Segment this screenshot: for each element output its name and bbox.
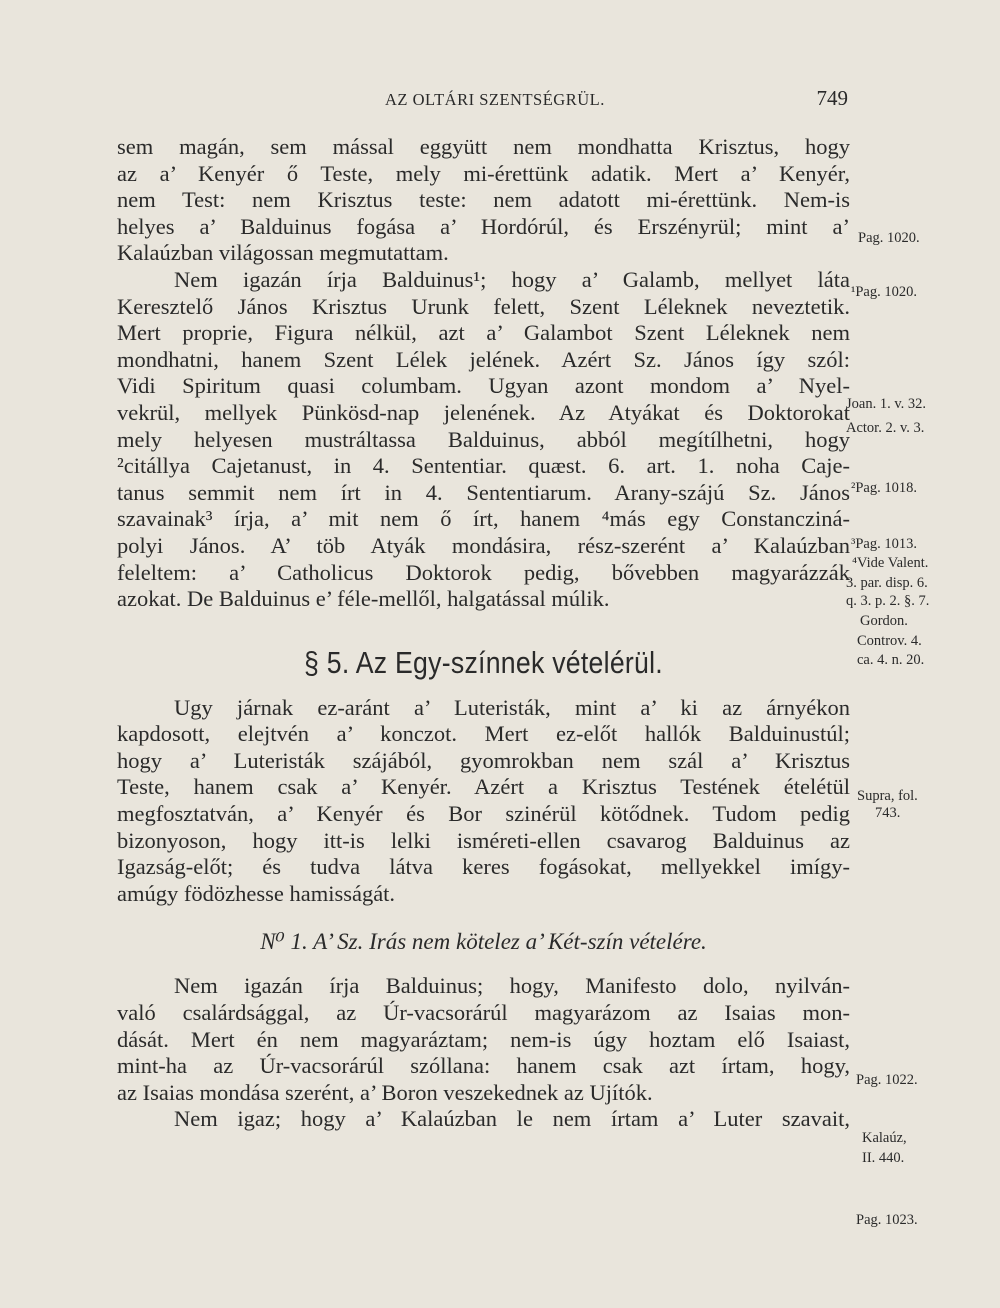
page-number: 749: [816, 86, 848, 110]
text-line: Nem igazán írja Balduinus¹; hogy a’ Galamb, mellyet láta: [174, 266, 850, 292]
margin-note: ⁴Vide Valent.: [852, 555, 929, 571]
section-heading: § 5. Az Egy-színnek vételérül.: [304, 644, 663, 680]
subsection-heading: N⁰ 1. A’ Sz. Irás nem kötelez a’ Két-szín vételére.: [260, 929, 707, 955]
text-line: mondhatni, hanem Szent Lélek jelének. Azért Sz. János így szól:: [117, 346, 850, 372]
text-line: az Isaias mondása szerént, a’ Boron veszekednek az Ujítók.: [117, 1079, 653, 1105]
main-text: [117, 134, 850, 1133]
margin-note: Pag. 1023.: [856, 1212, 918, 1228]
text-line: dását. Mert én nem magyaráztam; nem-is úgy hoztam elő Isaiast,: [117, 1026, 850, 1052]
text-line: hogy a’ Luteristák szájából, gyomrokban nem szál a’ Krisztus: [117, 747, 850, 773]
margin-note: II. 440.: [862, 1150, 905, 1166]
running-head: AZ OLTÁRI SZENTSÉGRÜL.: [385, 90, 605, 109]
text-line: megfosztatván, a’ Kenyér és Bor szinérül kötődnek. Tudom pedig: [117, 801, 850, 827]
margin-note: Actor. 2. v. 3.: [846, 420, 925, 436]
text-line: Vidi Spiritum quasi columbam. Ugyan azont mondom a’ Nyel-: [117, 373, 850, 399]
text-line: nem Test: nem Krisztus teste: nem adatott mi-érettünk. Nem-is: [117, 187, 850, 213]
text-line: amúgy födözhesse hamisságát.: [117, 880, 396, 906]
text-line: Mert proprie, Figura nélkül, azt a’ Galambot Szent Léleknek nem: [117, 320, 850, 346]
text-line: mely helyesen mustráltassa Balduinus, abból megítílhetni, hogy: [117, 426, 850, 452]
margin-note: Gordon.: [860, 613, 908, 629]
text-line: sem magán, sem mással eggyütt nem mondhatta Krisztus, hogy: [117, 134, 850, 159]
margin-note: Kalaúz,: [862, 1130, 907, 1146]
text-line: Teste, hanem csak a’ Kenyér. Azért a Krisztus Testének ételétül: [117, 774, 850, 800]
text-line: Keresztelő János Krisztus Urunk felett, Szent Léleknek neveztetik.: [117, 293, 850, 319]
page-header: [118, 86, 848, 116]
text-line: Kalaúzban világossan megmutattam.: [117, 240, 449, 266]
text-line: tanus semmit nem írt in 4. Sententiarum. Arany-szájú Sz. János: [117, 479, 850, 505]
text-line: szavainak³ írja, a’ mit nem ő írt, hanem ⁴más egy Constancziná-: [117, 506, 850, 532]
margin-note: Controv. 4.: [857, 633, 922, 649]
margin-note: q. 3. p. 2. §. 7.: [846, 593, 930, 609]
text-line: bizonyoson, hogy itt-is lelki isméreti-ellen csavarog Balduinus az: [117, 827, 850, 853]
text-line: azokat. De Balduinus e’ féle-mellől, halgatással múlik.: [117, 586, 610, 612]
margin-note: ¹Pag. 1020.: [851, 284, 917, 300]
margin-note: ²Pag. 1018.: [851, 480, 917, 496]
text-line: vekrül, mellyek Pünkösd-nap jelenének. Az Atyákat és Doktorokat: [117, 399, 850, 425]
margin-note: Joan. 1. v. 32.: [846, 396, 927, 412]
text-line: polyi János. A’ töb Atyák mondásira, rész-szerént a’ Kalaúzban: [117, 532, 850, 558]
text-line: Nem igazán írja Balduinus; hogy, Manifesto dolo, nyilván-: [174, 973, 850, 999]
margin-note: ³Pag. 1013.: [851, 536, 917, 552]
text-line: helyes a’ Balduinus fogása a’ Hordórúl, és Erszényrül; mint a’: [117, 213, 850, 239]
text-line: feleltem: a’ Catholicus Doktorok pedig, bővebben magyarázzák: [117, 559, 850, 585]
margin-note: ca. 4. n. 20.: [857, 652, 925, 668]
text-line: ²citállya Cajetanust, in 4. Sententiar. quæst. 6. art. 1. noha Caje-: [117, 453, 850, 479]
text-line: Nem igaz; hogy a’ Kalaúzban le nem írtam a’ Luter szavait,: [174, 1106, 850, 1132]
text-line: kapdosott, elejtvén a’ konczot. Mert ez-előt hallók Balduinustúl;: [117, 721, 850, 747]
text-line: mint-ha az Úr-vacsorárúl szóllana: hanem csak azt írtam, hogy,: [117, 1053, 850, 1079]
margin-note: Supra, fol.: [857, 788, 918, 804]
margin-note: 3. par. disp. 6.: [846, 575, 928, 591]
margin-note: 743.: [875, 805, 901, 821]
margin-note: Pag. 1022.: [856, 1072, 918, 1088]
text-line: való csalárdsággal, az Úr-vacsorárúl magyarázom az Isaias mon-: [117, 1000, 850, 1026]
text-line: az a’ Kenyér ő Teste, mely mi-érettünk adatik. Mert a’ Kenyér,: [117, 160, 850, 186]
text-line: Ugy járnak ez-aránt a’ Luteristák, mint a’ ki az árnyékon: [174, 694, 850, 720]
margin-note: Pag. 1020.: [858, 230, 920, 246]
text-line: Igazság-előt; és tudva látva keres fogásokat, mellyekkel imígy-: [117, 854, 850, 880]
